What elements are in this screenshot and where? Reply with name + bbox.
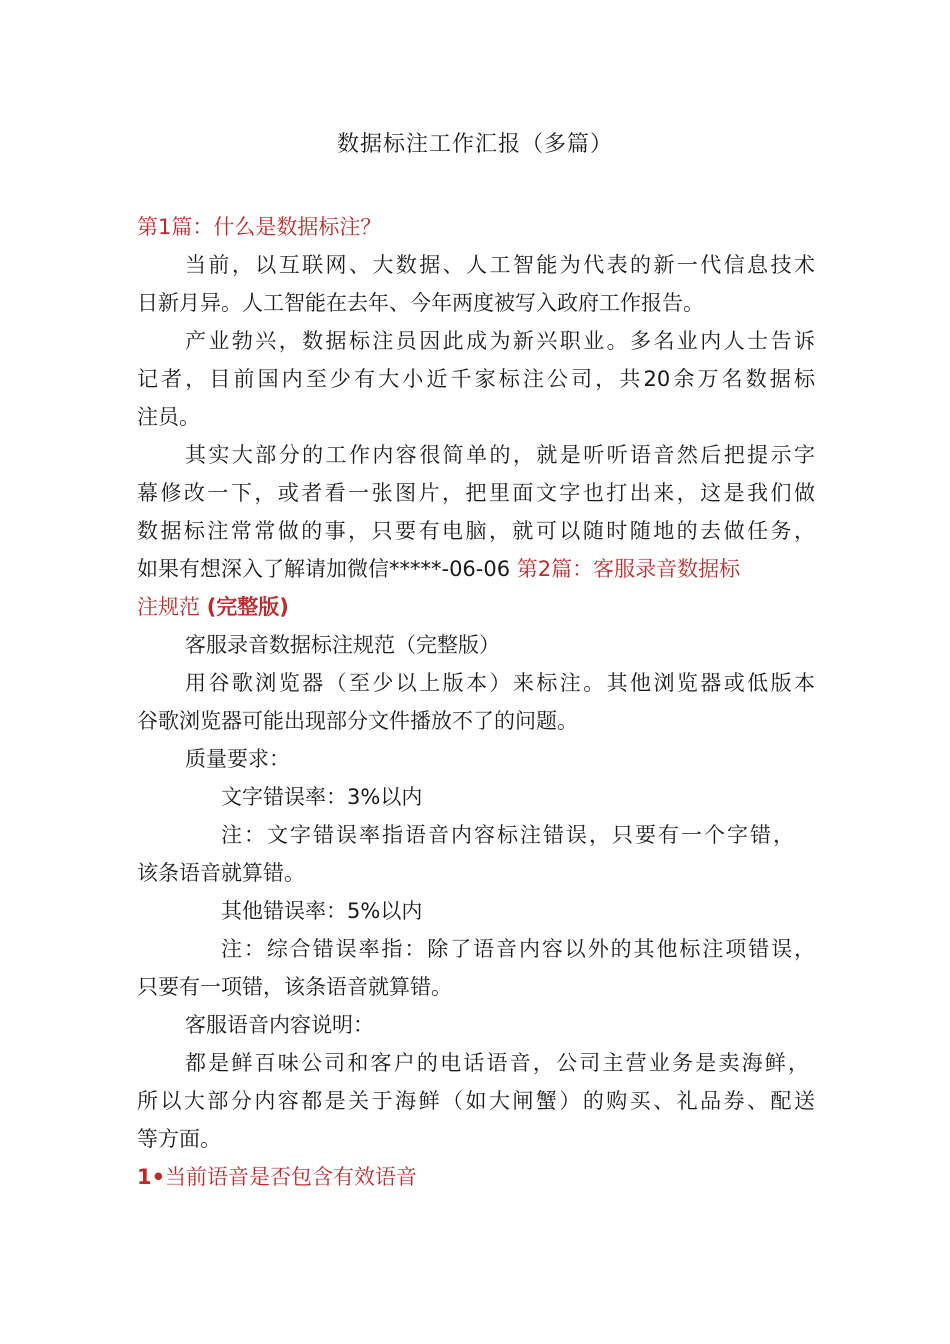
paragraph-line: 等方面。 — [137, 1127, 221, 1151]
paragraph-line: 注：综合错误率指：除了语音内容以外的其他标注项错误， — [221, 937, 815, 961]
paragraph-line: 产业勃兴，数据标注员因此成为新兴职业。多名业内人士告诉 — [185, 329, 815, 353]
paragraph-line — [137, 554, 740, 584]
content-label: 客服语音内容说明： — [185, 1013, 374, 1037]
paragraph-line: 日新月异。人工智能在去年、今年两度被写入政府工作报告。 — [137, 291, 704, 315]
paragraph-line: 谷歌浏览器可能出现部分文件播放不了的问题。 — [137, 709, 578, 733]
paragraph-line: 其实大部分的工作内容很简单的，就是听听语音然后把提示字 — [185, 443, 815, 467]
paragraph-line: 数据标注常常做的事，只要有电脑，就可以随时随地的去做任务， — [137, 519, 815, 543]
section2-heading-cont: 注规范 (完整版) — [137, 595, 289, 619]
section2-subtitle: 客服录音数据标注规范（完整版） — [185, 633, 500, 657]
section1-heading: 第1篇：什么是数据标注？ — [137, 215, 382, 239]
other-error-rate: 其他错误率：5%以内 — [221, 899, 423, 923]
wechat-text: 如果有想深入了解请加微信*****-06-06 — [137, 557, 517, 581]
section2-heading: 第2篇：客服录音数据标 — [516, 557, 741, 581]
quality-label: 质量要求： — [185, 747, 290, 771]
paragraph-line: 记者，目前国内至少有大小近千家标注公司，共20余万名数据标 — [137, 367, 815, 391]
paragraph-line: 幕修改一下，或者看一张图片，把里面文字也打出来，这是我们做 — [137, 481, 815, 505]
list-item — [137, 1162, 417, 1192]
paragraph-line: 该条语音就算错。 — [137, 861, 305, 885]
paragraph-line: 当前，以互联网、大数据、人工智能为代表的新一代信息技术 — [185, 253, 815, 277]
paragraph-line: 都是鲜百味公司和客户的电话语音，公司主营业务是卖海鲜， — [185, 1051, 809, 1075]
document-title: 数据标注工作汇报（多篇） — [336, 132, 613, 157]
paragraph-line: 用谷歌浏览器（至少以上版本）来标注。其他浏览器或低版本 — [185, 671, 815, 695]
paragraph-line: 只要有一项错，该条语音就算错。 — [137, 975, 452, 999]
text-error-rate: 文字错误率：3%以内 — [221, 785, 423, 809]
paragraph-line: 注员。 — [137, 405, 200, 429]
list-item-number: 1• — [137, 1165, 166, 1189]
list-item-text: 当前语音是否包含有效语音 — [165, 1165, 418, 1189]
paragraph-line: 注：文字错误率指语音内容标注错误，只要有一个字错， — [221, 823, 794, 847]
paragraph-line: 所以大部分内容都是关于海鲜（如大闸蟹）的购买、礼品券、配送 — [137, 1089, 815, 1113]
